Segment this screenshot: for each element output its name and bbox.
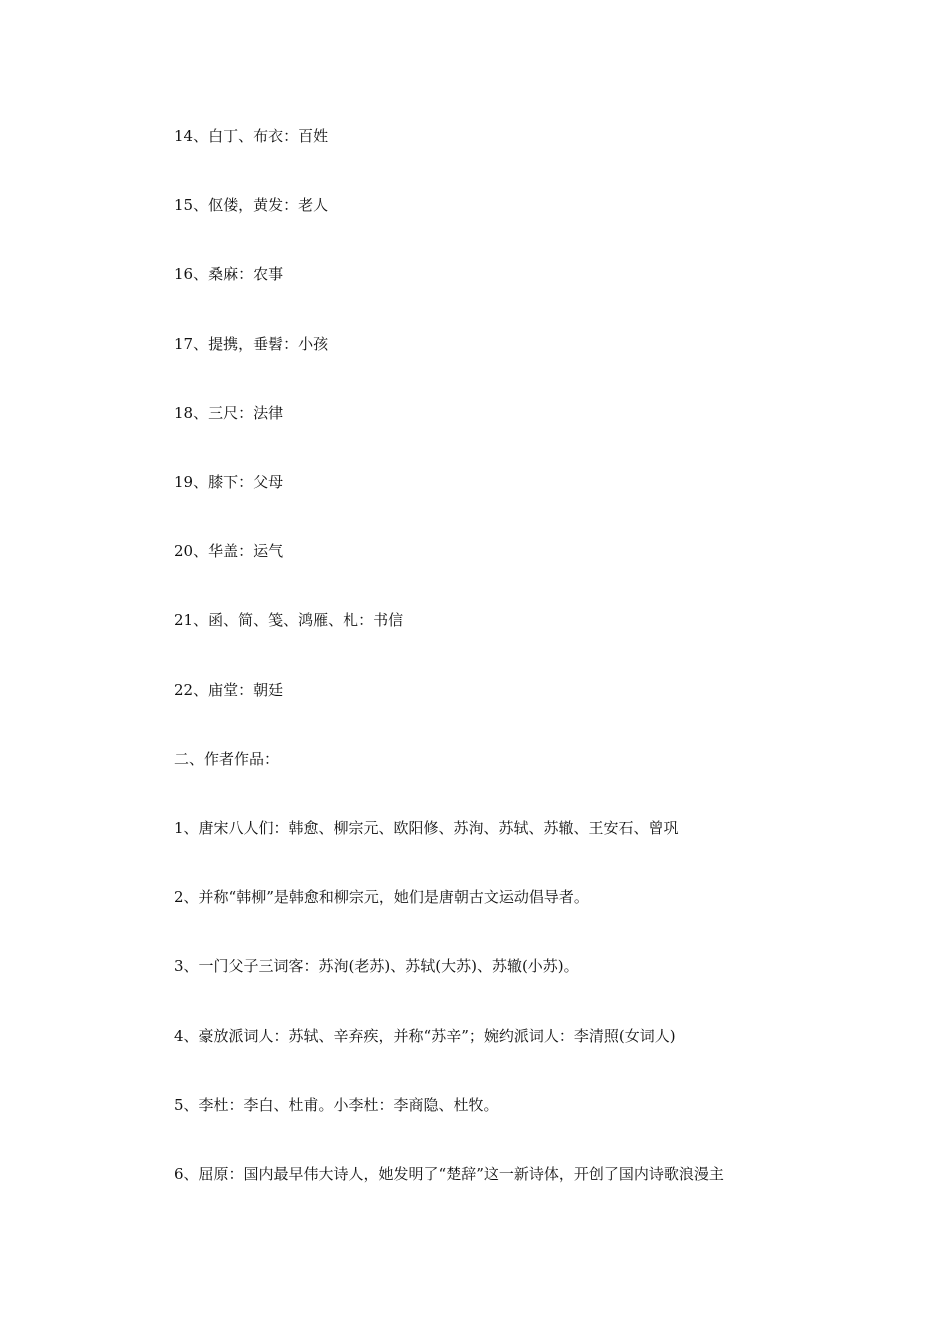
- list-item-20: 20、华盖：运气: [174, 542, 284, 560]
- list-item-16: 16、桑麻：农事: [174, 265, 284, 283]
- author-item-4: 4、豪放派词人：苏轼、辛弃疾，并称“苏辛”；婉约派词人：李清照(女词人): [174, 1027, 676, 1045]
- list-item-22: 22、庙堂：朝廷: [174, 681, 284, 699]
- section-heading: 二、作者作品：: [174, 750, 280, 768]
- list-item-14: 14、白丁、布衣：百姓: [174, 127, 329, 145]
- list-item-15: 15、伛偻，黄发：老人: [174, 196, 329, 214]
- author-item-2: 2、并称“韩柳”是韩愈和柳宗元，她们是唐朝古文运动倡导者。: [174, 888, 589, 906]
- author-item-1: 1、唐宋八人们：韩愈、柳宗元、欧阳修、苏洵、苏轼、苏辙、王安石、曾巩: [174, 819, 679, 837]
- author-item-3: 3、一门父子三词客：苏洵(老苏)、苏轼(大苏)、苏辙(小苏)。: [174, 957, 579, 975]
- list-item-21: 21、函、简、笺、鸿雁、札：书信: [174, 611, 404, 629]
- list-item-17: 17、提携，垂髫：小孩: [174, 335, 329, 353]
- author-item-5: 5、李杜：李白、杜甫。小李杜：李商隐、杜牧。: [174, 1096, 499, 1114]
- author-item-6: 6、屈原：国内最早伟大诗人，她发明了“楚辞”这一新诗体，开创了国内诗歌浪漫主: [174, 1165, 724, 1183]
- list-item-19: 19、膝下：父母: [174, 473, 284, 491]
- list-item-18: 18、三尺：法律: [174, 404, 284, 422]
